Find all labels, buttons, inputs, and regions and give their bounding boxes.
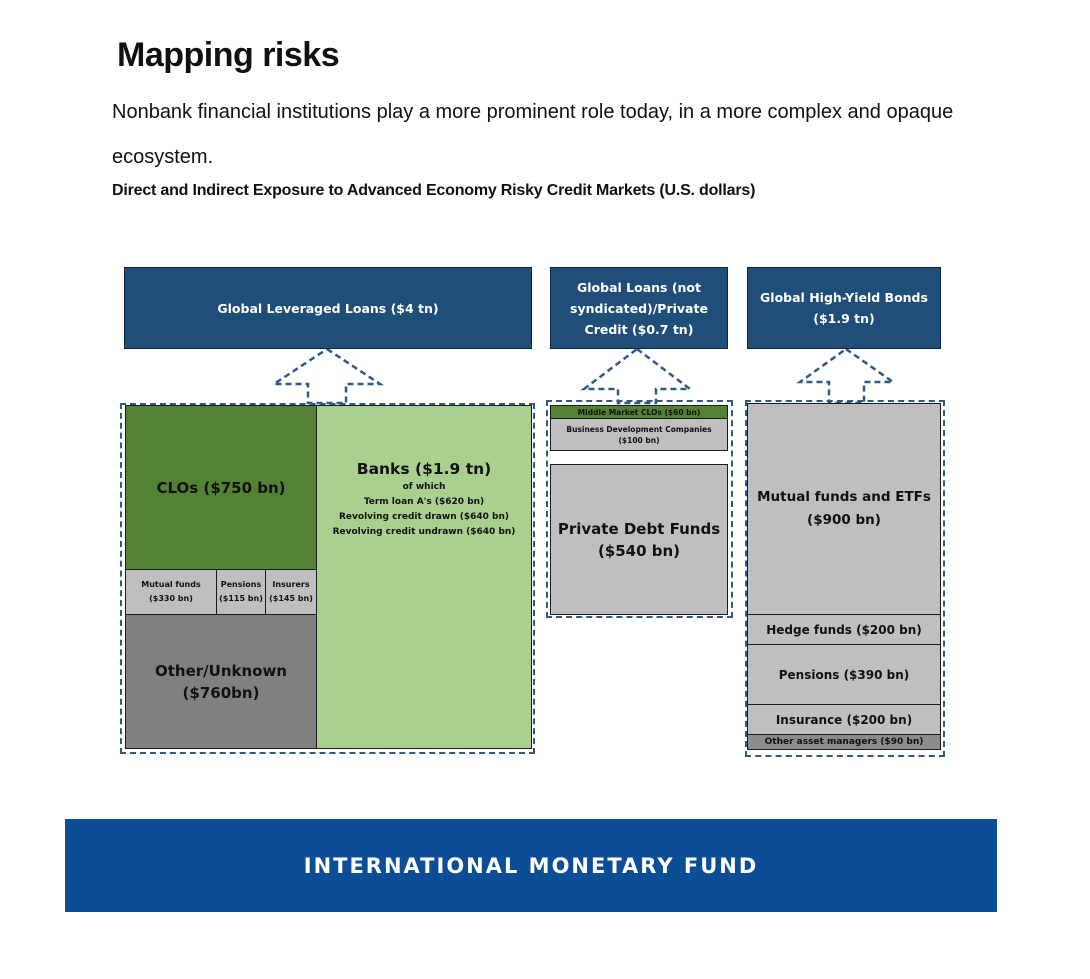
cell-other-unknown (125, 614, 317, 749)
cell-private-debt-funds (550, 464, 728, 615)
banks-item: Term loan A's ($620 bn) (363, 497, 485, 507)
mutual-funds-label: Mutual funds ($330 bn) (141, 580, 201, 603)
cell-mutual-funds (125, 569, 217, 615)
banks-title: Banks ($1.9 tn) (356, 460, 492, 478)
cell-middle-market-clos (550, 405, 728, 419)
arrow-high-yield (800, 349, 893, 403)
cell-mutual-funds-etfs (747, 403, 941, 615)
banks-of-which: of which (402, 482, 446, 492)
cell-banks (316, 405, 532, 749)
header-global-leveraged-loans: Global Leveraged Loans ($4 tn) (124, 267, 532, 349)
cell-clos (125, 405, 317, 570)
arrow-leveraged-loans (274, 349, 380, 403)
footer-banner (65, 819, 997, 912)
footer-label: INTERNATIONAL MONETARY FUND (303, 853, 759, 878)
header-private-credit: Global Loans (not syndicated)/Private Credit ($0.7 tn) (550, 267, 728, 349)
other-unknown-label: Other/Unknown ($760bn) (154, 661, 287, 702)
clos-label: CLOs ($750 bn) (156, 478, 286, 497)
middle-market-clos-label: Middle Market CLOs ($60 bn) (577, 407, 701, 417)
page-title: Mapping risks (117, 36, 340, 74)
cell-insurers (265, 569, 317, 615)
cell-insurance (747, 704, 941, 735)
insurers-label: Insurers ($145 bn) (269, 580, 313, 603)
chart-title: Direct and Indirect Exposure to Advanced Economy Risky Credit Markets (U.S. dollars) (112, 182, 756, 199)
header-high-yield-bonds: Global High-Yield Bonds ($1.9 tn) (747, 267, 941, 349)
cell-other-asset-managers (747, 734, 941, 750)
cell-business-development-companies (550, 418, 728, 451)
pensions-hy-label: Pensions ($390 bn) (778, 667, 910, 682)
banks-item: Revolving credit drawn ($640 bn) (338, 512, 509, 522)
arrow-private-credit (584, 349, 690, 403)
insurance-label: Insurance ($200 bn) (775, 712, 913, 727)
cell-pensions-hy (747, 644, 941, 705)
page-subtitle: Nonbank financial institutions play a more prominent role today, in a more complex and opaque ecosystem. (112, 101, 954, 168)
other-asset-managers-label: Other asset managers ($90 bn) (764, 736, 924, 747)
cell-pensions (216, 569, 266, 615)
cell-hedge-funds (747, 614, 941, 645)
banks-item: Revolving credit undrawn ($640 bn) (332, 527, 516, 537)
private-debt-funds-label: Private Debt Funds ($540 bn) (557, 519, 721, 560)
mutual-funds-etfs-label: Mutual funds and ETFs ($900 bn) (757, 489, 931, 528)
pensions-label: Pensions ($115 bn) (219, 580, 263, 603)
hedge-funds-label: Hedge funds ($200 bn) (766, 622, 922, 637)
bdc-label: Business Development Companies ($100 bn) (566, 424, 712, 445)
